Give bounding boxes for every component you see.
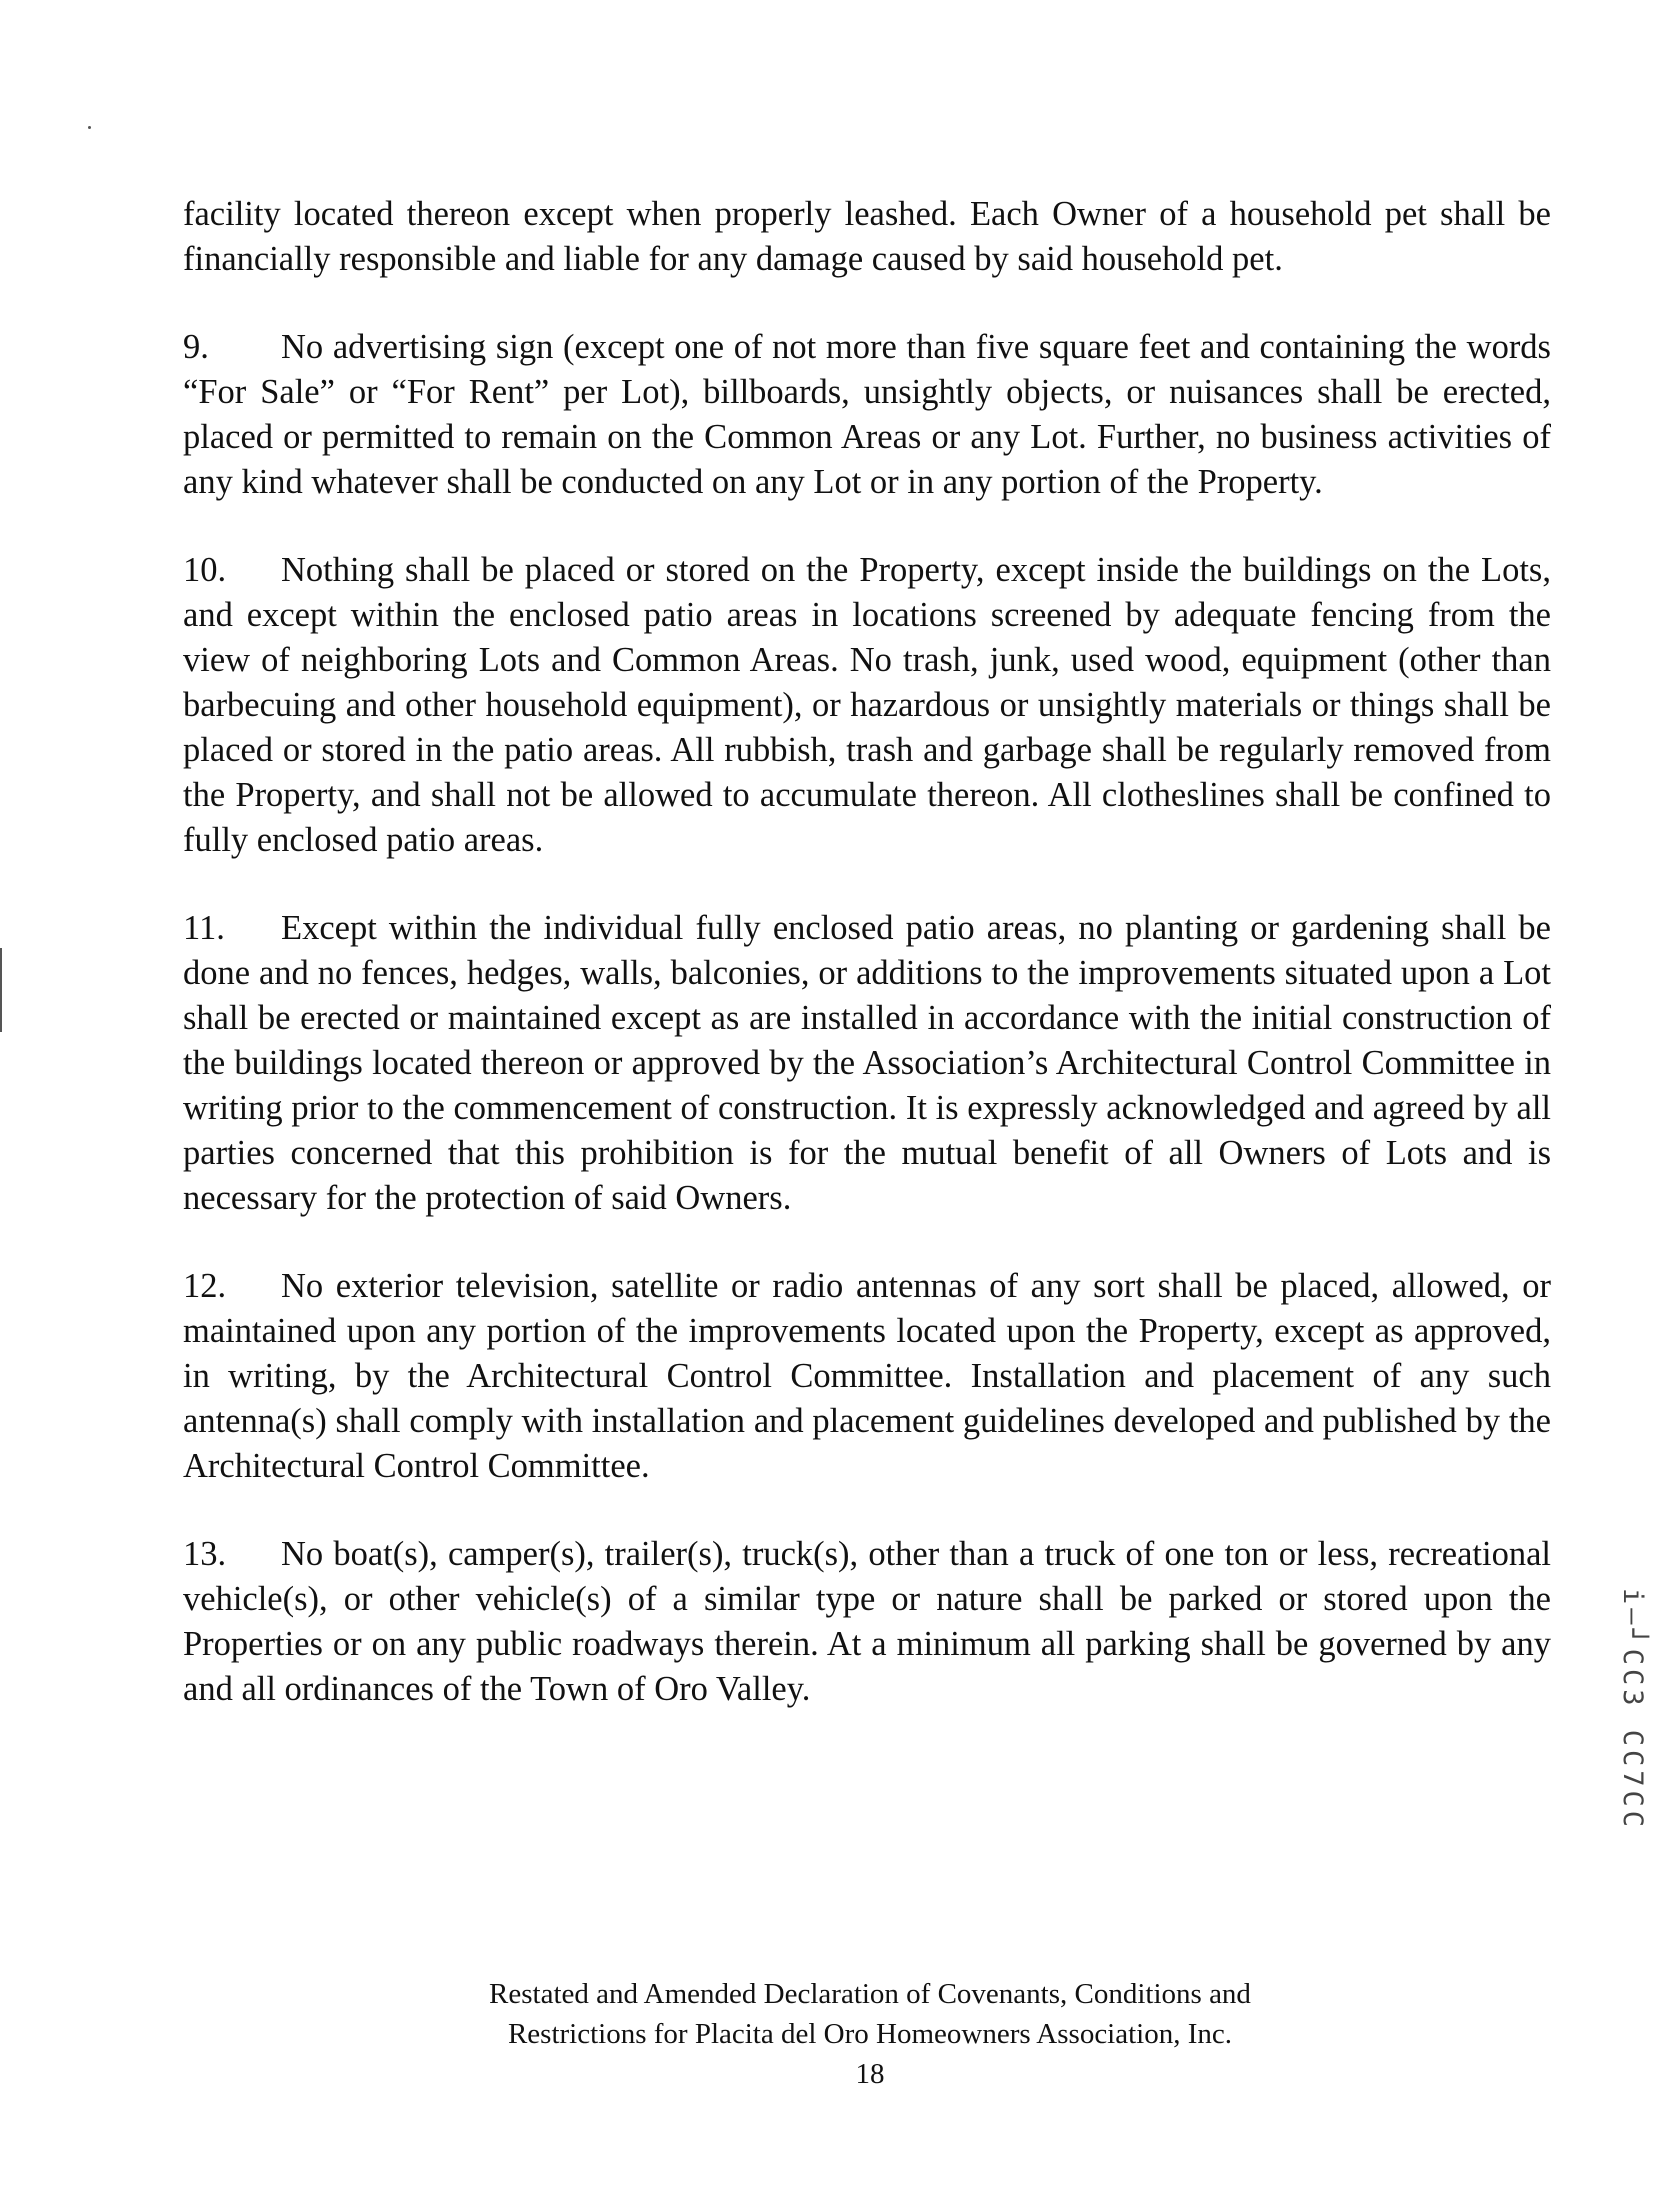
scan-margin-mark [0, 948, 2, 1032]
paragraph-13 [183, 1532, 1551, 1712]
footer-title-line-1: Restated and Amended Declaration of Covenants, Conditions and [489, 1978, 1251, 2010]
paragraph-10 [183, 548, 1551, 863]
paragraph-number: 13. [183, 1535, 227, 1573]
paragraph-continuation [183, 192, 1551, 282]
footer-title-line-2: Restrictions for Placita del Oro Homeowners Association, Inc. [507, 2018, 1233, 2050]
recording-stamp-text: i—┘СС3 СС7СС [1617, 1588, 1648, 1832]
page-footer [330, 1974, 1410, 2094]
paragraph-text: Except within the individual fully enclosed patio areas, no planting or gardening shall be done and no fences, hedges, walls, balconies, or additions to the improvements situated upon a Lot shall be erected or maintained except as are installed in accordance with the initial construction of the buildings located thereon or approved by the Association’s Architectural Control Committee in writing prior to the commencement of construction. It is expressly acknowledged and agreed by all parties concerned that this prohibition is for the mutual benefit of all Owners of Lots and is necessary for the protection of said Owners. [183, 909, 1551, 1217]
paragraph-text: No advertising sign (except one of not more than five square feet and containing the words “For Sale” or “For Rent” per Lot), billboards, unsightly objects, or nuisances shall be erected, placed or permitted to remain on the Common Areas or any Lot. Further, no business activities of any kind whatever shall be conducted on any Lot or in any portion of the Property. [183, 328, 1551, 501]
recording-stamp [1618, 1588, 1648, 1948]
paragraph-9 [183, 325, 1551, 505]
paragraph-11 [183, 906, 1551, 1221]
paragraph-number: 9. [183, 328, 209, 366]
paragraph-text: facility located thereon except when properly leashed. Each Owner of a household pet shall be financially responsible and liable for any damage caused by said household pet. [183, 195, 1551, 278]
paragraph-text: No exterior television, satellite or radio antennas of any sort shall be placed, allowed, or maintained upon any portion of the improvements located upon the Property, except as approved, in writing, by the Architectural Control Committee. Installation and placement of any such antenna(s) shall comply with installation and placement guidelines developed and published by the Architectural Control Committee. [183, 1267, 1551, 1485]
paragraph-text: No boat(s), camper(s), trailer(s), truck(s), other than a truck of one ton or less, recreational vehicle(s), or other vehicle(s) of a similar type or nature shall be parked or stored upon the Properties or on any public roadways therein. At a minimum all parking shall be governed by any and all ordinances of the Town of Oro Valley. [183, 1535, 1551, 1708]
paragraph-number: 11. [183, 909, 225, 947]
paragraph-number: 10. [183, 551, 227, 589]
paragraph-text: Nothing shall be placed or stored on the Property, except inside the buildings on the Lots, and except within the enclosed patio areas in locations screened by adequate fencing from the view of neighboring Lots and Common Areas. No trash, junk, used wood, equipment (other than barbecuing and other household equipment), or hazardous or unsightly materials or things shall be placed or stored in the patio areas. All rubbish, trash and garbage shall be regularly removed from the Property, and shall not be allowed to accumulate thereon. All clotheslines shall be confined to fully enclosed patio areas. [183, 551, 1551, 859]
document-body [183, 192, 1551, 1755]
paragraph-12 [183, 1264, 1551, 1489]
page-number: 18 [855, 2058, 885, 2090]
paragraph-number: 12. [183, 1267, 227, 1305]
scan-speck [88, 126, 91, 129]
